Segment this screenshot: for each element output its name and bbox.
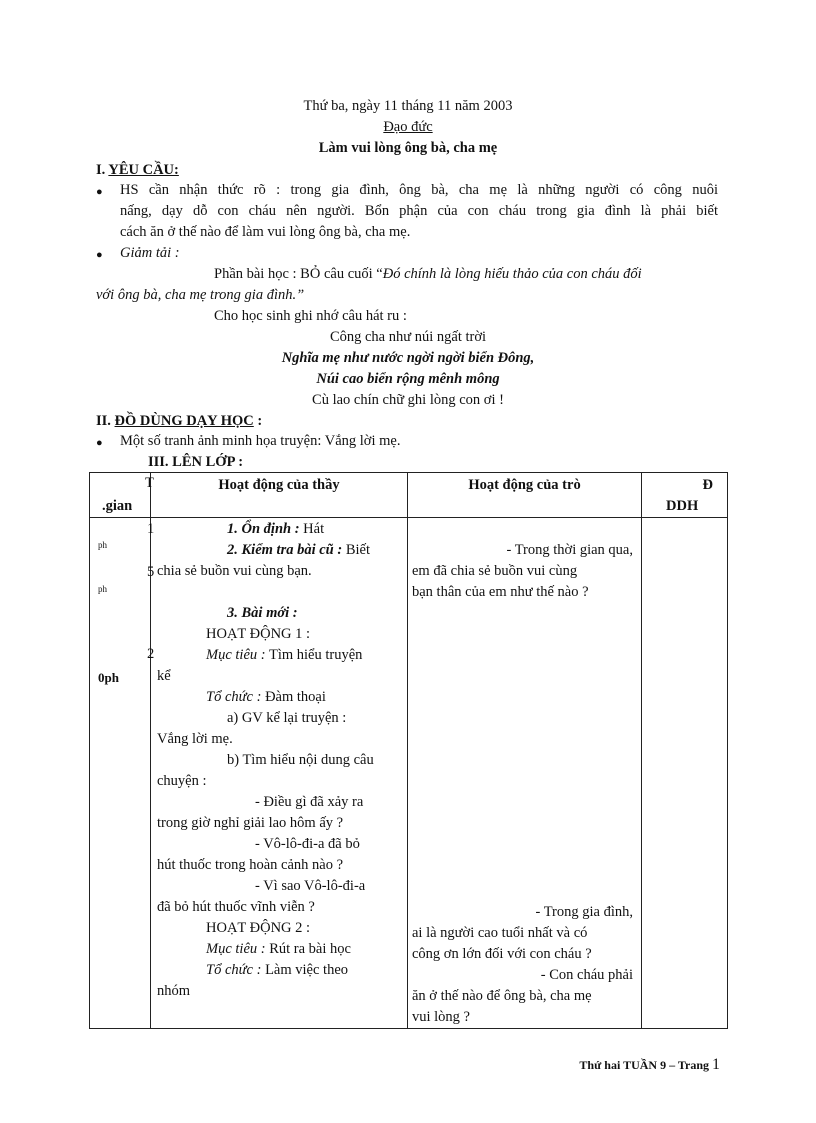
requirement-line-2: nấng, dạy dỗ con cháu nên người. Bổn phận của con cháu trong gia đình là phải biết [120,203,718,219]
student-a1-line3: bạn thân của em như thế nào ? [412,584,589,600]
teacher-q1-line1: - Điều gì đã xảy ra [255,794,364,810]
teacher-goal1 [206,647,362,664]
memo-line: Cho học sinh ghi nhớ câu hát ru : [214,308,407,324]
teacher-goal1-text: Tìm hiểu truyện [265,647,363,663]
teacher-org1-label: Tổ chức : [206,689,262,705]
student-a3-line1: - Con cháu phải [540,967,633,983]
teacher-a-line1: a) GV kể lại truyện : [227,710,347,726]
time-row-2-num: 5 [147,564,155,580]
bullet-icon: ● [96,437,103,449]
teacher-org2-text: Làm việc theo [261,962,348,978]
poem-line-4: Cù lao chín chữ ghi lòng con ơi ! [312,392,504,408]
student-a3-line2: ăn ở thế nào để ông bà, cha mẹ [412,988,592,1004]
table-body-row [90,518,728,1029]
teacher-s3: 3. Bài mới : [227,605,298,621]
teacher-header: Hoạt động của thầy [218,477,340,493]
teacher-b-line2: chuyện : [157,773,207,789]
teacher-goal2 [206,941,351,958]
time-row-3-unit: 0ph [98,670,119,685]
teacher-q2-line1: - Vô-lô-đi-a đã bỏ [255,836,360,852]
student-a2-line2: ai là người cao tuổi nhất và có [412,925,588,941]
section2-heading [96,413,262,430]
requirement-line-3: cách ăn ở thế nào để làm vui lòng ông bà, cha mẹ. [120,224,411,240]
student-header-cell [408,473,642,518]
section1-number: I. [96,162,106,178]
footer-text: Thứ hai TUẦN 9 – Trang [579,1058,712,1072]
teacher-s2-line2: chia sẻ buồn vui cùng bạn. [157,563,312,579]
lesson-table [89,472,728,1029]
teacher-q1-line2: trong giờ nghỉ giải lao hôm ấy ? [157,815,344,831]
subject-title: Đạo đức [383,119,433,135]
section1-heading [96,162,179,179]
student-a1-line1: - Trong thời gian qua, [506,542,633,558]
requirement-line-1: HS cần nhận thức rõ : trong gia đình, ông bà, cha mẹ là những người có công nuôi [120,182,718,198]
section3-heading: III. LÊN LỚP : [148,454,244,470]
time-header-top: T [145,475,154,491]
teacher-s1-label: 1. Ổn định : [227,521,300,537]
teacher-q3-line1: - Vì sao Vô-lô-đi-a [255,878,366,894]
time-row-3-num: 2 [147,646,155,662]
reduce-line-2: với ông bà, cha mẹ trong gia đình.” [96,287,305,303]
poem-line-2: Nghĩa mẹ như nước ngời ngời biển Đông, [281,350,535,366]
table-header-row [90,473,728,518]
lesson-title: Làm vui lòng ông bà, cha mẹ [318,140,498,156]
section1-heading-text: YÊU CẦU: [108,162,179,178]
student-cell [408,518,642,1029]
teacher-s1 [227,521,324,538]
materials-header: DDH [666,498,699,514]
time-row-1-unit: ph [98,540,107,550]
reduce-prefix: Phần bài học : BỎ câu cuối “ [214,266,383,282]
materials-line: Một số tranh ảnh minh họa truyện: Vắng lời mẹ. [120,433,401,449]
teacher-org2-line2: nhóm [157,983,191,999]
teacher-goal2-label: Mục tiêu : [206,941,266,957]
time-row-2-unit: ph [98,584,107,594]
teacher-goal1-line2: kể [157,668,171,684]
section2-number: II. [96,413,111,429]
teacher-q2-line2: hút thuốc trong hoàn cảnh nào ? [157,857,344,873]
reduce-italic: Đó chính là lòng hiếu thảo của con cháu đối [382,266,642,282]
teacher-org2-label: Tổ chức : [206,962,262,978]
time-row-1-num: 1 [147,521,155,537]
student-header: Hoạt động của trò [468,477,581,493]
student-a2-line3: công ơn lớn đối với con cháu ? [412,946,592,962]
teacher-org1-text: Đàm thoại [261,689,326,705]
time-header: .gian [102,498,133,514]
date-line: Thứ ba, ngày 11 tháng 11 năm 2003 [303,98,513,114]
teacher-s1-text: Hát [299,521,325,537]
teacher-s2-text: Biết [342,542,370,558]
reduce-label: Giảm tải : [120,245,180,261]
teacher-cell [151,518,408,1029]
teacher-goal1-label: Mục tiêu : [206,647,266,663]
teacher-org2 [206,962,348,979]
teacher-goal2-text: Rút ra bài học [265,941,351,957]
student-a3-line3: vui lòng ? [412,1009,470,1025]
page-footer [579,1056,720,1074]
time-header-cell [90,473,154,518]
teacher-s2-label: 2. Kiểm tra bài cũ : [227,542,343,558]
teacher-act1: HOẠT ĐỘNG 1 : [206,626,311,642]
reduce-line-1 [214,266,642,283]
bullet-icon: ● [96,186,103,198]
student-a1-line2: em đã chia sẻ buồn vui cùng [412,563,578,579]
poem-line-3: Núi cao biển rộng mênh mông [316,371,500,387]
teacher-header-cell [151,473,408,518]
materials-cell [642,518,728,1029]
materials-header-cell [642,473,728,518]
student-a2-line1: - Trong gia đình, [535,904,633,920]
time-cell [90,518,155,1029]
teacher-q3-line2: đã bỏ hút thuốc vĩnh viễn ? [157,899,315,915]
teacher-act2: HOẠT ĐỘNG 2 : [206,920,311,936]
teacher-b-line1: b) Tìm hiểu nội dung câu [227,752,374,768]
section2-heading-text: ĐỒ DÙNG DẠY HỌC [114,413,254,429]
poem-line-1: Công cha như núi ngất trời [329,329,487,345]
bullet-icon: ● [96,249,103,261]
teacher-s2 [227,542,370,559]
teacher-org1 [206,689,326,706]
section2-heading-suffix: : [253,413,263,429]
teacher-a-line2: Vắng lời mẹ. [157,731,233,747]
materials-header-top: Đ [702,477,713,493]
page-number: 1 [712,1056,720,1073]
